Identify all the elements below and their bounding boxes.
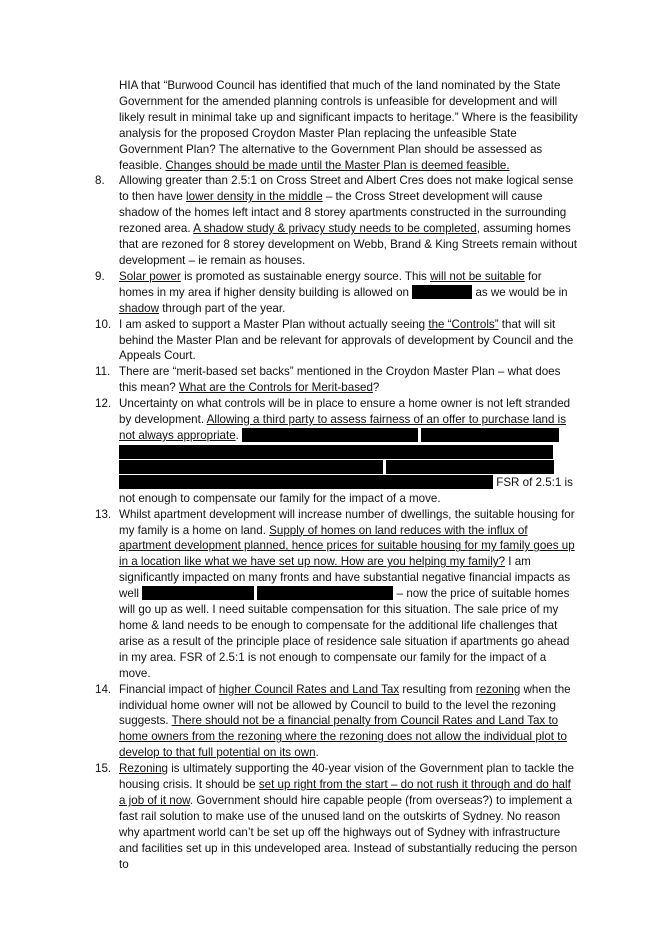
redaction-block (119, 460, 383, 474)
text: – the Cross Street development will cause shadow of the homes left intact and 8 storey apartments constructed in the surrounding rezoned area. (119, 190, 567, 236)
text: as we would be in (472, 285, 568, 299)
list-item-11 (95, 364, 578, 396)
text: Whilst apartment development will increase number of dwellings, the suitable housing for my family is a home on land. (119, 507, 575, 537)
text: resulting from (399, 682, 476, 696)
item-number: 14. (95, 682, 112, 696)
underlined-text: What are the Controls for Merit-based (178, 381, 373, 395)
underlined-text: set up right from the start – do not rush it through and do half a job of it now (119, 778, 571, 807)
item-number: 13. (95, 507, 112, 521)
list-item-9 (95, 269, 578, 317)
underlined-text: Rezoning (119, 762, 168, 776)
underlined-text: lower density in the middle (186, 190, 323, 204)
underlined-text: Supply of homes on land reduces with the influx of apartment development planned, hence prices for suitable housing for my family goes up in a location like what we have set up now. How are you helping my family? (119, 523, 575, 569)
text: through part of the year. (158, 301, 286, 315)
redaction-block (119, 445, 553, 459)
text: I am significantly impacted on many fronts and have substantial negative financial impacts as well (119, 555, 571, 601)
redaction-block (242, 428, 418, 442)
numbered-list (95, 173, 578, 872)
underlined-text: Changes should be made until the Master Plan is deemed feasible. (165, 158, 510, 172)
list-item-12 (95, 396, 578, 507)
text: that will sit behind the Master Plan and be relevant for approvals of development by Council and the Appeals Court. (119, 317, 574, 363)
underlined-text: shadow (119, 301, 159, 315)
intro-paragraph (119, 78, 578, 173)
underlined-text: will not be suitable (430, 269, 525, 283)
redaction-block (119, 475, 493, 489)
text: . (315, 746, 319, 760)
item-number: 12. (95, 397, 112, 411)
list-item-15 (95, 761, 578, 872)
text: ? (372, 381, 380, 395)
item-number: 10. (95, 317, 112, 331)
text: , assuming homes that are rezoned for 8 storey development on Webb, Brand & King Streets remain without development – ie remain as houses. (119, 222, 577, 267)
text: I am asked to support a Master Plan without actually seeing (119, 317, 429, 331)
list-item-8 (95, 173, 578, 268)
underlined-text: rezoning (475, 682, 521, 696)
redaction-block (386, 460, 554, 474)
text: when the individual home owner will not be allowed by Council to build to the level the rezoning suggests. (119, 682, 571, 728)
redaction-block (257, 586, 393, 600)
text: for homes in my area if higher density building is allowed on (119, 269, 542, 299)
text: Financial impact of (119, 682, 219, 696)
text: is promoted as sustainable energy source. This (180, 269, 431, 283)
list-item-10 (95, 317, 578, 365)
text: HIA that “Burwood Council has identified that much of the land nominated by the State Government for the amended planning controls is unfeasible for development and will likely result in minimal take up and significant impacts to heritage.” Where is the feasibility analysis for the proposed Croydon Master Plan replacing the unfeasible State Government Plan? The alternative to the Government Plan should be assessed as feasible. (119, 79, 578, 172)
underlined-text: the “Controls” (428, 317, 499, 331)
item-number: 8. (95, 174, 105, 188)
item-number: 15. (95, 762, 112, 776)
redaction-row (119, 460, 578, 474)
text: . (235, 428, 243, 442)
item-number: 9. (95, 269, 105, 283)
text: Uncertainty on what controls will be in place to ensure a home owner is not left stranded by development. (119, 397, 571, 427)
redaction-block (421, 428, 559, 442)
text: – now the price of suitable homes will go up as well. I need suitable compensation for this situation. The sale price of my home & land needs to be enough to compensate for the additional life challenges that arise as a result of the principle place of residence sale situation if apartments go ahead in my area. FSR of 2.5:1 is not enough to compensate our family for the impact of a move. (119, 587, 570, 680)
text: FSR of 2.5:1 is not enough to compensate our family for the impact of a move. (119, 475, 573, 505)
underlined-text: A shadow study & privacy study needs to be completed (193, 222, 477, 236)
underlined-text: higher Council Rates and Land Tax (218, 682, 400, 696)
text: . Government should hire capable people (from overseas?) to implement a fast rail solution to make use of the unused land on the outskirts of Sydney. No reason why apartment world can’t be set up off the highways out of Sydney with infrastructure and facilities set up in this undeveloped area. Instead of substantially reducing the person to (119, 793, 578, 871)
underlined-text: Solar power (119, 269, 181, 283)
item-number: 11. (95, 365, 111, 379)
underlined-text: Allowing a third party to assess fairness of an offer to purchase land is not always appropriate (119, 413, 567, 442)
redaction-block (142, 586, 254, 600)
list-item-14 (95, 682, 578, 762)
text: is ultimately supporting the 40-year vision of the Government plan to tackle the housing crisis. It should be (119, 762, 574, 792)
underlined-text: There should not be a financial penalty from Council Rates and Land Tax to home owners from the rezoning where the rezoning does not allow the individual plot to develop to that full potential on its own (119, 714, 567, 760)
text: Allowing greater than 2.5:1 on Cross Street and Albert Cres does not make logical sense to then have (119, 174, 574, 204)
text: There are “merit-based set backs” mentioned in the Croydon Master Plan – what does this mean? (119, 365, 561, 395)
list-item-13 (95, 507, 578, 682)
redaction-block (412, 285, 472, 299)
